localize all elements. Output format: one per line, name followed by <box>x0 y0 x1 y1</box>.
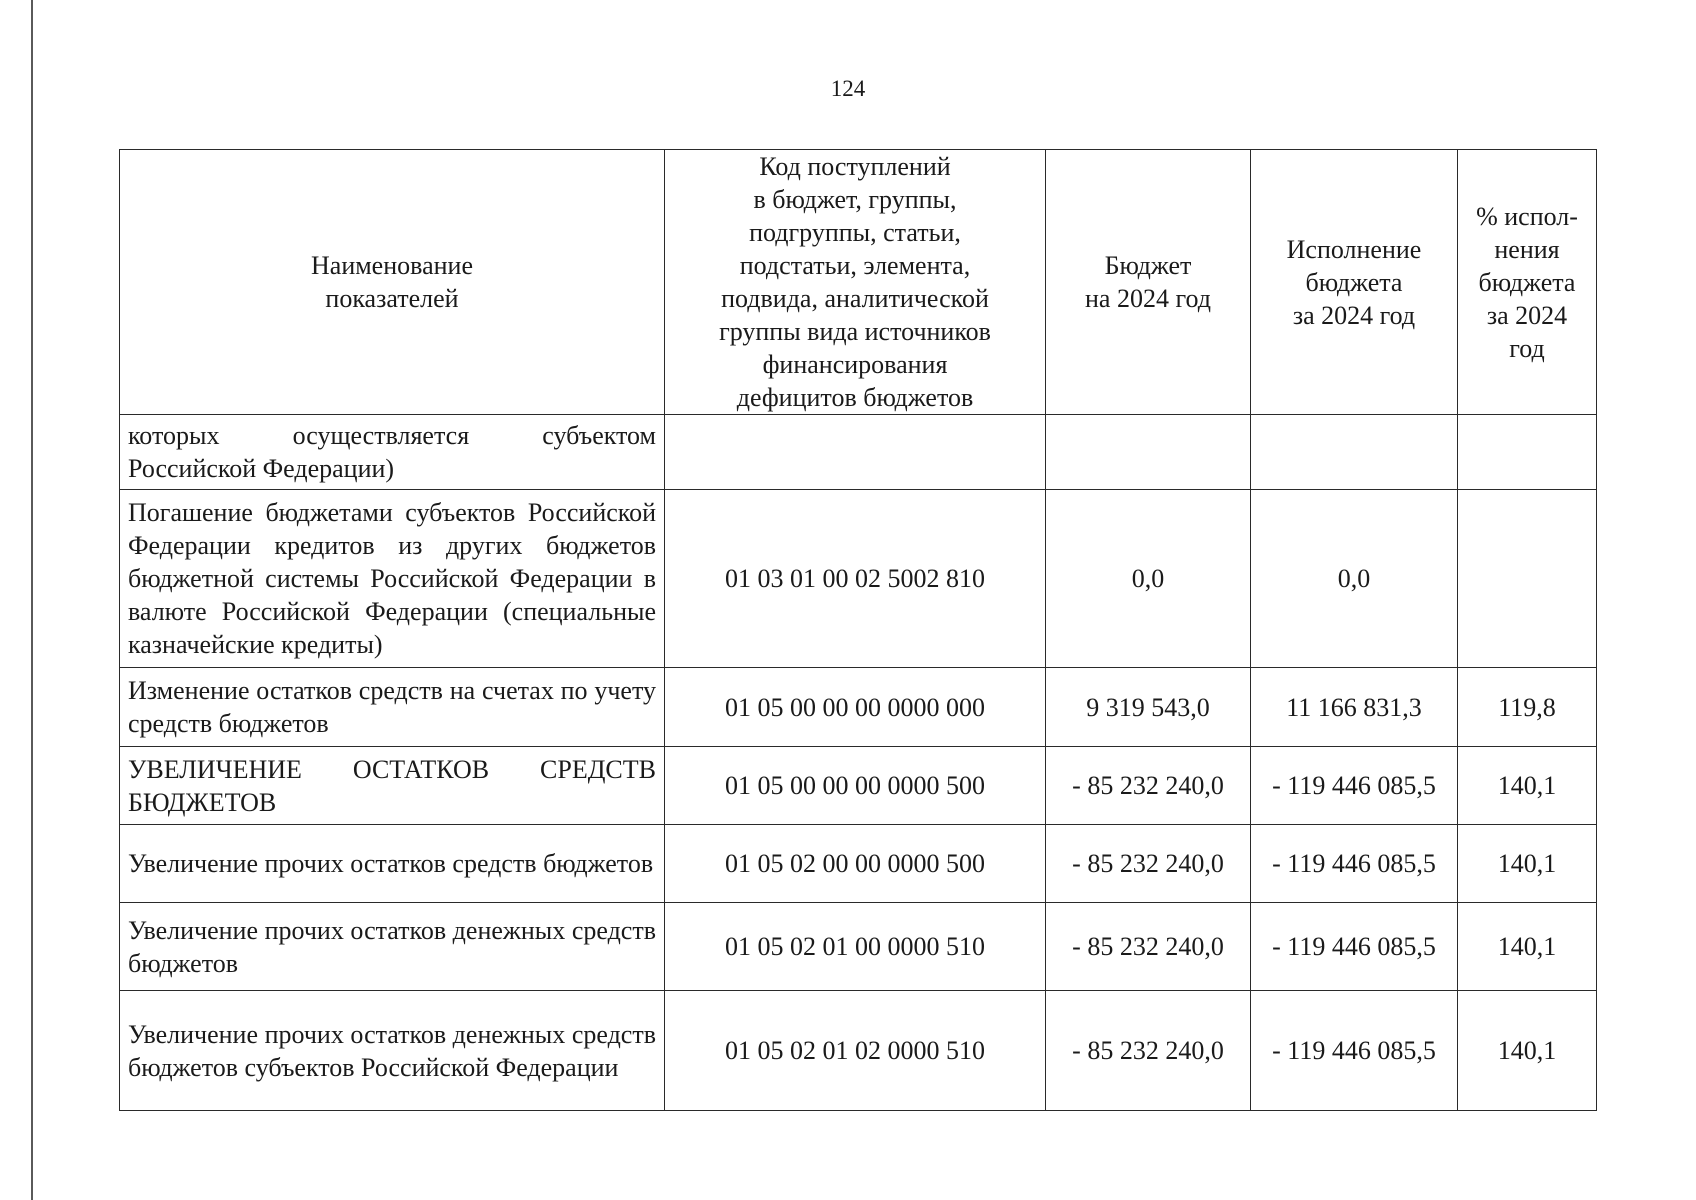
table-row <box>120 490 1597 668</box>
left-margin-line <box>31 0 33 1200</box>
row-budget: - 85 232 240,0 <box>1046 991 1251 1111</box>
row-execution <box>1251 415 1458 490</box>
row-percent: 119,8 <box>1458 668 1597 747</box>
header-execution: Исполнение бюджета за 2024 год <box>1251 150 1458 415</box>
table-row <box>120 903 1597 991</box>
row-name: Увеличение прочих остатков денежных средств бюджетов <box>120 903 665 991</box>
table-row <box>120 747 1597 825</box>
row-budget: 9 319 543,0 <box>1046 668 1251 747</box>
row-code: 01 05 00 00 00 0000 000 <box>665 668 1046 747</box>
row-budget <box>1046 415 1251 490</box>
row-execution: - 119 446 085,5 <box>1251 991 1458 1111</box>
row-code <box>665 415 1046 490</box>
header-budget: Бюджет на 2024 год <box>1046 150 1251 415</box>
row-name: Увеличение прочих остатков средств бюджетов <box>120 825 665 903</box>
row-execution: 0,0 <box>1251 490 1458 668</box>
row-code: 01 05 00 00 00 0000 500 <box>665 747 1046 825</box>
row-name: Увеличение прочих остатков денежных средств бюджетов субъектов Российской Федерации <box>120 991 665 1111</box>
header-code: Код поступлений в бюджет, группы, подгруппы, статьи, подстатьи, элемента, подвида, аналитической группы вида источников финансирования дефицитов бюджетов <box>665 150 1046 415</box>
row-percent: 140,1 <box>1458 903 1597 991</box>
table-row <box>120 668 1597 747</box>
row-budget: - 85 232 240,0 <box>1046 903 1251 991</box>
table-row <box>120 825 1597 903</box>
page-number: 124 <box>830 76 866 101</box>
table-row <box>120 415 1597 490</box>
table-row <box>120 991 1597 1111</box>
row-percent <box>1458 415 1597 490</box>
row-execution: - 119 446 085,5 <box>1251 747 1458 825</box>
row-code: 01 05 02 01 02 0000 510 <box>665 991 1046 1111</box>
row-name: Погашение бюджетами субъектов Российской Федерации кредитов из других бюджетов бюджетной системы Российской Федерации в валюте Российской Федерации (специальные казначейские кредиты) <box>120 490 665 668</box>
row-percent <box>1458 490 1597 668</box>
row-name: УВЕЛИЧЕНИЕ ОСТАТКОВ СРЕДСТВ БЮДЖЕТОВ <box>120 747 665 825</box>
row-percent: 140,1 <box>1458 991 1597 1111</box>
header-name: Наименование показателей <box>120 150 665 415</box>
table-header <box>120 150 1597 415</box>
row-name: Изменение остатков средств на счетах по учету средств бюджетов <box>120 668 665 747</box>
row-percent: 140,1 <box>1458 825 1597 903</box>
table-body <box>120 415 1597 1111</box>
row-budget: 0,0 <box>1046 490 1251 668</box>
row-percent: 140,1 <box>1458 747 1597 825</box>
row-code: 01 03 01 00 02 5002 810 <box>665 490 1046 668</box>
row-name: которых осуществляется субъектом Российской Федерации) <box>120 415 665 490</box>
row-code: 01 05 02 00 00 0000 500 <box>665 825 1046 903</box>
row-budget: - 85 232 240,0 <box>1046 825 1251 903</box>
row-execution: 11 166 831,3 <box>1251 668 1458 747</box>
row-budget: - 85 232 240,0 <box>1046 747 1251 825</box>
row-execution: - 119 446 085,5 <box>1251 825 1458 903</box>
row-code: 01 05 02 01 00 0000 510 <box>665 903 1046 991</box>
row-execution: - 119 446 085,5 <box>1251 903 1458 991</box>
budget-sources-table <box>119 149 1597 1111</box>
header-percent: % испол- нения бюджета за 2024 год <box>1458 150 1597 415</box>
header-row <box>120 150 1597 415</box>
